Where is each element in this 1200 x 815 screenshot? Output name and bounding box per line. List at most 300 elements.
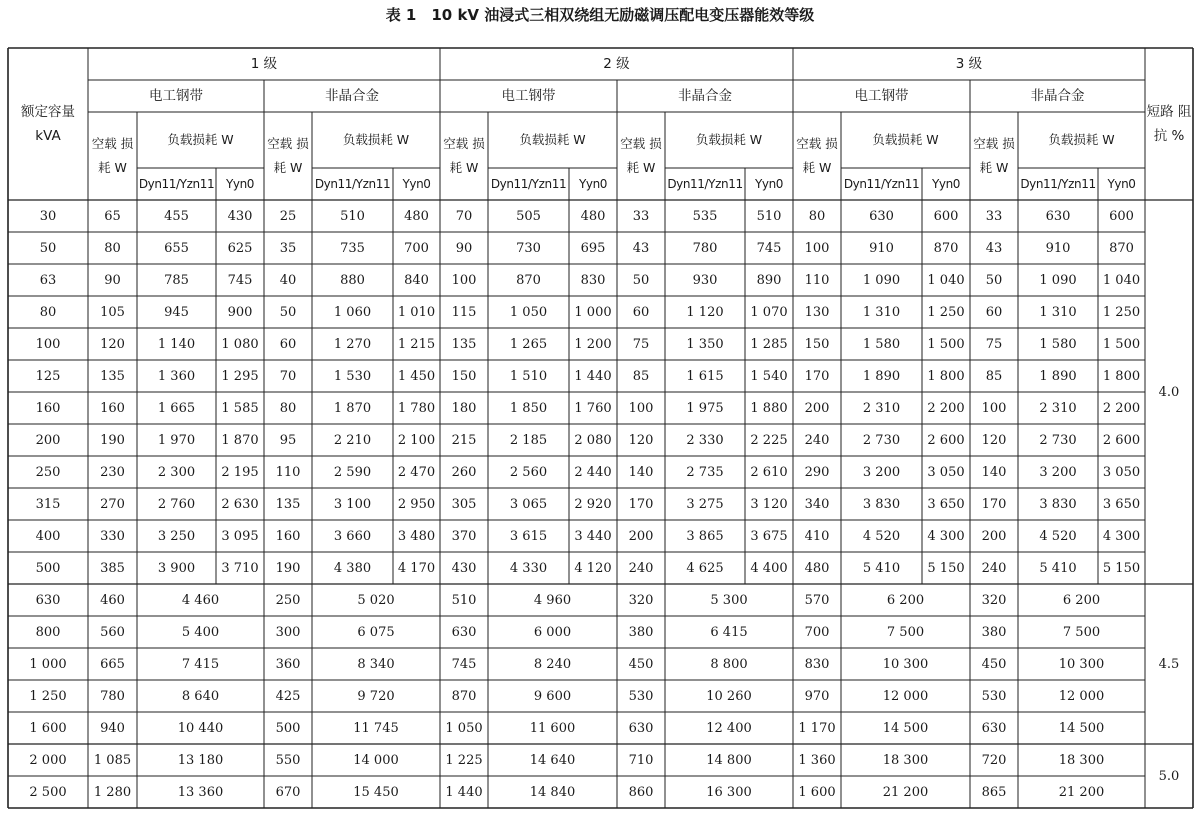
load-loss-value: 5 300 [710, 592, 748, 608]
header-load-loss: 负载损耗 W [342, 132, 410, 147]
no-load-loss-value: 460 [100, 592, 125, 608]
loss-value: 1 090 [1039, 272, 1077, 288]
no-load-loss-value: 300 [275, 624, 301, 640]
loss-value: 135 [451, 336, 477, 352]
load-loss-value: 5 020 [357, 592, 395, 608]
load-loss-value: 10 300 [882, 656, 929, 672]
header-no-load-loss: 空载 损耗 W [973, 136, 1015, 175]
loss-value: 1 540 [750, 368, 788, 384]
no-load-loss-value: 450 [628, 656, 654, 672]
header-material: 电工钢带 [854, 88, 909, 104]
loss-value: 1 585 [221, 400, 259, 416]
loss-value: 60 [279, 336, 297, 352]
loss-value: 625 [227, 240, 253, 256]
loss-value: 1 880 [750, 400, 788, 416]
loss-value: 2 185 [509, 432, 548, 448]
load-loss-value: 12 000 [882, 688, 929, 704]
loss-value: 1 250 [927, 304, 965, 320]
loss-value: 270 [100, 496, 125, 512]
loss-value: 695 [580, 240, 606, 256]
loss-value: 4 330 [509, 560, 548, 576]
loss-value: 70 [279, 368, 297, 384]
no-load-loss-value: 500 [275, 720, 301, 736]
header-load-loss: 负载损耗 W [519, 132, 586, 147]
loss-value: 890 [756, 272, 782, 288]
loss-value: 3 050 [927, 464, 965, 480]
capacity-value: 1 250 [29, 688, 67, 704]
loss-value: 430 [451, 560, 477, 576]
loss-value: 480 [804, 560, 830, 576]
header-yyn0: Yyn0 [1107, 176, 1136, 191]
no-load-loss-value: 710 [628, 752, 654, 768]
loss-value: 2 590 [333, 464, 372, 480]
loss-value: 4 520 [1039, 528, 1077, 544]
loss-value: 33 [985, 208, 1003, 224]
loss-value: 1 615 [686, 368, 724, 384]
loss-value: 430 [227, 208, 253, 224]
loss-value: 480 [404, 208, 429, 224]
loss-value: 945 [164, 304, 189, 320]
load-loss-value: 21 200 [882, 784, 929, 800]
capacity-value: 500 [35, 560, 61, 576]
load-loss-value: 18 300 [882, 752, 929, 768]
loss-value: 1 265 [509, 336, 548, 352]
loss-value: 1 285 [750, 336, 788, 352]
loss-value: 4 300 [927, 528, 965, 544]
loss-value: 25 [279, 208, 297, 224]
load-loss-value: 10 260 [706, 688, 752, 704]
load-loss-value: 16 300 [706, 784, 752, 800]
no-load-loss-value: 320 [628, 592, 654, 608]
loss-value: 1 350 [686, 336, 724, 352]
loss-value: 75 [985, 336, 1003, 352]
loss-value: 50 [632, 272, 650, 288]
loss-value: 215 [451, 432, 477, 448]
loss-value: 240 [628, 560, 654, 576]
loss-value: 140 [981, 464, 1007, 480]
loss-value: 2 330 [686, 432, 724, 448]
loss-value: 2 210 [333, 432, 372, 448]
impedance-value: 4.0 [1158, 384, 1180, 400]
loss-value: 100 [628, 400, 654, 416]
load-loss-value: 4 960 [533, 592, 572, 608]
loss-value: 1 890 [862, 368, 901, 384]
no-load-loss-value: 1 225 [445, 752, 483, 768]
loss-value: 1 050 [509, 304, 548, 320]
loss-value: 100 [804, 240, 830, 256]
capacity-value: 2 500 [29, 784, 67, 800]
loss-value: 1 040 [927, 272, 965, 288]
loss-value: 870 [1109, 240, 1134, 256]
loss-value: 3 830 [862, 496, 901, 512]
header-yyn0: Yyn0 [931, 176, 961, 191]
header-level-2: 2 级 [603, 56, 630, 72]
load-loss-value: 12 000 [1058, 688, 1105, 704]
no-load-loss-value: 630 [628, 720, 654, 736]
load-loss-value: 14 840 [529, 784, 576, 800]
loss-value: 2 735 [686, 464, 724, 480]
loss-value: 4 625 [686, 560, 724, 576]
loss-value: 160 [100, 400, 125, 416]
capacity-value: 800 [35, 624, 61, 640]
loss-value: 40 [279, 272, 297, 288]
loss-value: 2 730 [1039, 432, 1077, 448]
loss-value: 200 [804, 400, 830, 416]
load-loss-value: 14 500 [882, 720, 929, 736]
loss-value: 3 100 [333, 496, 372, 512]
no-load-loss-value: 425 [275, 688, 301, 704]
loss-value: 1 120 [686, 304, 724, 320]
header-load-loss: 负载损耗 W [167, 132, 234, 147]
no-load-loss-value: 745 [451, 656, 477, 672]
loss-value: 240 [804, 432, 830, 448]
no-load-loss-value: 450 [981, 656, 1007, 672]
loss-value: 150 [804, 336, 830, 352]
loss-value: 2 730 [862, 432, 901, 448]
loss-value: 130 [804, 304, 830, 320]
loss-value: 1 580 [1039, 336, 1077, 352]
no-load-loss-value: 380 [981, 624, 1007, 640]
loss-value: 480 [580, 208, 606, 224]
loss-value: 2 100 [397, 432, 436, 448]
loss-value: 115 [451, 304, 477, 320]
loss-value: 135 [275, 496, 301, 512]
capacity-value: 100 [35, 336, 61, 352]
loss-value: 3 065 [509, 496, 548, 512]
loss-value: 1 270 [333, 336, 372, 352]
loss-value: 1 215 [397, 336, 436, 352]
loss-value: 1 580 [862, 336, 901, 352]
loss-value: 880 [340, 272, 365, 288]
loss-value: 75 [632, 336, 650, 352]
loss-value: 70 [455, 208, 473, 224]
loss-value: 3 710 [221, 560, 259, 576]
no-load-loss-value: 1 440 [445, 784, 483, 800]
loss-value: 1 870 [221, 432, 259, 448]
header-dyn11-yzn11: Dyn11/Yzn11 [667, 176, 743, 191]
loss-value: 2 440 [574, 464, 612, 480]
no-load-loss-value: 630 [981, 720, 1007, 736]
load-loss-value: 8 340 [357, 656, 395, 672]
no-load-loss-value: 530 [628, 688, 654, 704]
loss-value: 1 450 [397, 368, 436, 384]
no-load-loss-value: 865 [981, 784, 1007, 800]
loss-value: 85 [632, 368, 650, 384]
loss-value: 4 400 [750, 560, 788, 576]
loss-value: 135 [100, 368, 125, 384]
load-loss-value: 9 720 [357, 688, 395, 704]
loss-value: 105 [100, 304, 125, 320]
load-loss-value: 15 450 [353, 784, 399, 800]
loss-value: 80 [104, 240, 121, 256]
loss-value: 840 [404, 272, 429, 288]
loss-value: 1 870 [333, 400, 372, 416]
header-yyn0: Yyn0 [225, 176, 255, 191]
load-loss-value: 7 415 [181, 656, 220, 672]
loss-value: 745 [756, 240, 782, 256]
loss-value: 340 [804, 496, 830, 512]
loss-value: 50 [985, 272, 1003, 288]
loss-value: 3 480 [397, 528, 436, 544]
loss-value: 2 225 [750, 432, 788, 448]
load-loss-value: 12 400 [706, 720, 752, 736]
loss-value: 3 900 [157, 560, 196, 576]
load-loss-value: 8 240 [533, 656, 572, 672]
header-dyn11-yzn11: Dyn11/Yzn11 [843, 176, 920, 191]
loss-value: 2 310 [1039, 400, 1077, 416]
loss-value: 2 080 [574, 432, 612, 448]
load-loss-value: 8 800 [710, 656, 748, 672]
loss-value: 85 [985, 368, 1003, 384]
loss-value: 60 [632, 304, 650, 320]
table-title: 表 1 10 kV 油浸式三相双绕组无励磁调压配电变压器能效等级 [385, 6, 815, 24]
header-no-load-loss: 空载 损耗 W [796, 136, 838, 175]
loss-value: 3 650 [1102, 496, 1141, 512]
loss-value: 2 630 [221, 496, 259, 512]
load-loss-value: 7 500 [1062, 624, 1101, 640]
header-dyn11-yzn11: Dyn11/Yzn11 [490, 176, 567, 191]
loss-value: 2 600 [1102, 432, 1141, 448]
load-loss-value: 6 000 [533, 624, 572, 640]
loss-value: 830 [580, 272, 606, 288]
no-load-loss-value: 380 [628, 624, 654, 640]
no-load-loss-value: 570 [804, 592, 830, 608]
no-load-loss-value: 1 085 [93, 752, 132, 768]
loss-value: 910 [1045, 240, 1071, 256]
load-loss-value: 11 745 [353, 720, 399, 736]
capacity-value: 250 [35, 464, 61, 480]
loss-value: 3 615 [509, 528, 548, 544]
no-load-loss-value: 970 [804, 688, 830, 704]
no-load-loss-value: 630 [451, 624, 477, 640]
loss-value: 170 [981, 496, 1007, 512]
loss-value: 600 [933, 208, 959, 224]
loss-value: 43 [632, 240, 650, 256]
no-load-loss-value: 1 280 [93, 784, 132, 800]
no-load-loss-value: 560 [100, 624, 125, 640]
no-load-loss-value: 550 [275, 752, 301, 768]
header-material: 非晶合金 [678, 88, 732, 104]
loss-value: 240 [981, 560, 1007, 576]
load-loss-value: 21 200 [1058, 784, 1105, 800]
no-load-loss-value: 860 [628, 784, 654, 800]
loss-value: 4 520 [862, 528, 901, 544]
loss-value: 1 310 [1039, 304, 1077, 320]
loss-value: 3 095 [221, 528, 259, 544]
loss-value: 1 665 [157, 400, 196, 416]
no-load-loss-value: 940 [100, 720, 125, 736]
loss-value: 730 [516, 240, 541, 256]
loss-value: 655 [164, 240, 189, 256]
header-no-load-loss: 空载 损耗 W [443, 136, 485, 175]
loss-value: 170 [628, 496, 654, 512]
loss-value: 870 [516, 272, 541, 288]
loss-value: 1 200 [574, 336, 612, 352]
capacity-value: 63 [39, 272, 57, 288]
loss-value: 2 310 [862, 400, 901, 416]
load-loss-value: 9 600 [533, 688, 572, 704]
loss-value: 3 650 [927, 496, 965, 512]
load-loss-value: 10 440 [177, 720, 224, 736]
capacity-value: 30 [39, 208, 57, 224]
header-level-1: 1 级 [250, 56, 278, 72]
loss-value: 2 760 [157, 496, 196, 512]
loss-value: 1 070 [750, 304, 788, 320]
load-loss-value: 8 640 [181, 688, 220, 704]
loss-value: 1 060 [333, 304, 372, 320]
loss-value: 1 970 [157, 432, 196, 448]
loss-value: 290 [804, 464, 830, 480]
loss-value: 4 170 [397, 560, 436, 576]
loss-value: 1 800 [927, 368, 965, 384]
loss-value: 260 [451, 464, 477, 480]
loss-value: 5 150 [1102, 560, 1141, 576]
loss-value: 90 [104, 272, 121, 288]
no-load-loss-value: 700 [804, 624, 830, 640]
load-loss-value: 6 415 [710, 624, 748, 640]
loss-value: 1 850 [509, 400, 548, 416]
no-load-loss-value: 1 170 [798, 720, 836, 736]
capacity-value: 125 [35, 368, 61, 384]
loss-value: 3 200 [1039, 464, 1077, 480]
load-loss-value: 10 300 [1058, 656, 1105, 672]
header-material: 电工钢带 [149, 88, 203, 104]
loss-value: 1 760 [574, 400, 612, 416]
loss-value: 780 [692, 240, 718, 256]
header-load-loss: 负载损耗 W [872, 132, 939, 147]
loss-value: 410 [804, 528, 830, 544]
loss-value: 1 975 [686, 400, 724, 416]
header-yyn0: Yyn0 [578, 176, 608, 191]
header-dyn11-yzn11: Dyn11/Yzn11 [314, 176, 391, 191]
no-load-loss-value: 720 [981, 752, 1007, 768]
header-no-load-loss: 空载 损耗 W [267, 136, 309, 175]
loss-value: 80 [808, 208, 826, 224]
no-load-loss-value: 780 [100, 688, 125, 704]
loss-value: 190 [275, 560, 301, 576]
header-capacity: 额定容量 kVA [21, 104, 75, 144]
loss-value: 120 [100, 336, 125, 352]
loss-value: 5 410 [1039, 560, 1077, 576]
loss-value: 2 920 [574, 496, 612, 512]
header-material: 电工钢带 [501, 88, 556, 104]
loss-value: 1 780 [397, 400, 436, 416]
header-yyn0: Yyn0 [402, 176, 431, 191]
loss-value: 50 [279, 304, 297, 320]
loss-value: 190 [100, 432, 125, 448]
loss-value: 2 200 [1102, 400, 1141, 416]
loss-value: 630 [869, 208, 894, 224]
loss-value: 2 195 [221, 464, 259, 480]
loss-value: 910 [869, 240, 894, 256]
loss-value: 230 [100, 464, 125, 480]
load-loss-value: 4 460 [181, 592, 220, 608]
loss-value: 60 [985, 304, 1003, 320]
loss-value: 455 [164, 208, 189, 224]
loss-value: 200 [981, 528, 1007, 544]
loss-value: 1 440 [574, 368, 612, 384]
loss-value: 1 250 [1102, 304, 1141, 320]
loss-value: 170 [804, 368, 830, 384]
loss-value: 3 830 [1039, 496, 1077, 512]
no-load-loss-value: 1 600 [798, 784, 836, 800]
capacity-value: 630 [35, 592, 61, 608]
loss-value: 3 275 [686, 496, 724, 512]
loss-value: 305 [451, 496, 477, 512]
loss-value: 2 610 [750, 464, 788, 480]
impedance-value: 5.0 [1158, 768, 1180, 784]
no-load-loss-value: 250 [275, 592, 301, 608]
header-impedance: 短路 阻抗 % [1146, 104, 1192, 144]
loss-value: 80 [279, 400, 297, 416]
capacity-value: 2 000 [29, 752, 67, 768]
loss-value: 505 [516, 208, 541, 224]
loss-value: 1 310 [862, 304, 901, 320]
loss-value: 1 360 [157, 368, 196, 384]
load-loss-value: 13 360 [177, 784, 224, 800]
capacity-value: 50 [39, 240, 57, 256]
load-loss-value: 11 600 [529, 720, 576, 736]
loss-value: 200 [628, 528, 654, 544]
loss-value: 385 [100, 560, 125, 576]
loss-value: 90 [455, 240, 473, 256]
no-load-loss-value: 870 [451, 688, 477, 704]
loss-value: 2 200 [927, 400, 965, 416]
loss-value: 150 [451, 368, 477, 384]
no-load-loss-value: 1 050 [445, 720, 483, 736]
loss-value: 510 [340, 208, 365, 224]
loss-value: 745 [227, 272, 253, 288]
loss-value: 110 [275, 464, 301, 480]
capacity-value: 400 [35, 528, 61, 544]
no-load-loss-value: 830 [804, 656, 830, 672]
loss-value: 1 510 [509, 368, 548, 384]
no-load-loss-value: 320 [981, 592, 1007, 608]
loss-value: 370 [451, 528, 477, 544]
loss-value: 100 [981, 400, 1007, 416]
header-load-loss: 负载损耗 W [695, 132, 763, 147]
loss-value: 180 [451, 400, 477, 416]
loss-value: 735 [340, 240, 365, 256]
no-load-loss-value: 1 360 [798, 752, 836, 768]
loss-value: 535 [692, 208, 718, 224]
loss-value: 1 295 [221, 368, 259, 384]
capacity-value: 1 600 [29, 720, 67, 736]
loss-value: 3 675 [750, 528, 788, 544]
load-loss-value: 18 300 [1058, 752, 1105, 768]
capacity-value: 200 [35, 432, 61, 448]
loss-value: 120 [981, 432, 1007, 448]
no-load-loss-value: 670 [275, 784, 301, 800]
header-material: 非晶合金 [1030, 88, 1085, 104]
loss-value: 700 [404, 240, 429, 256]
header-no-load-loss: 空载 损耗 W [620, 136, 662, 175]
no-load-loss-value: 530 [981, 688, 1007, 704]
load-loss-value: 13 180 [177, 752, 224, 768]
loss-value: 1 800 [1102, 368, 1141, 384]
capacity-value: 80 [39, 304, 57, 320]
no-load-loss-value: 510 [451, 592, 477, 608]
loss-value: 5 150 [927, 560, 965, 576]
loss-value: 4 300 [1102, 528, 1141, 544]
loss-value: 2 470 [397, 464, 436, 480]
loss-value: 43 [985, 240, 1003, 256]
capacity-value: 160 [35, 400, 61, 416]
header-material: 非晶合金 [325, 88, 379, 104]
loss-value: 65 [104, 208, 121, 224]
loss-value: 33 [632, 208, 650, 224]
impedance-value: 4.5 [1158, 656, 1180, 672]
